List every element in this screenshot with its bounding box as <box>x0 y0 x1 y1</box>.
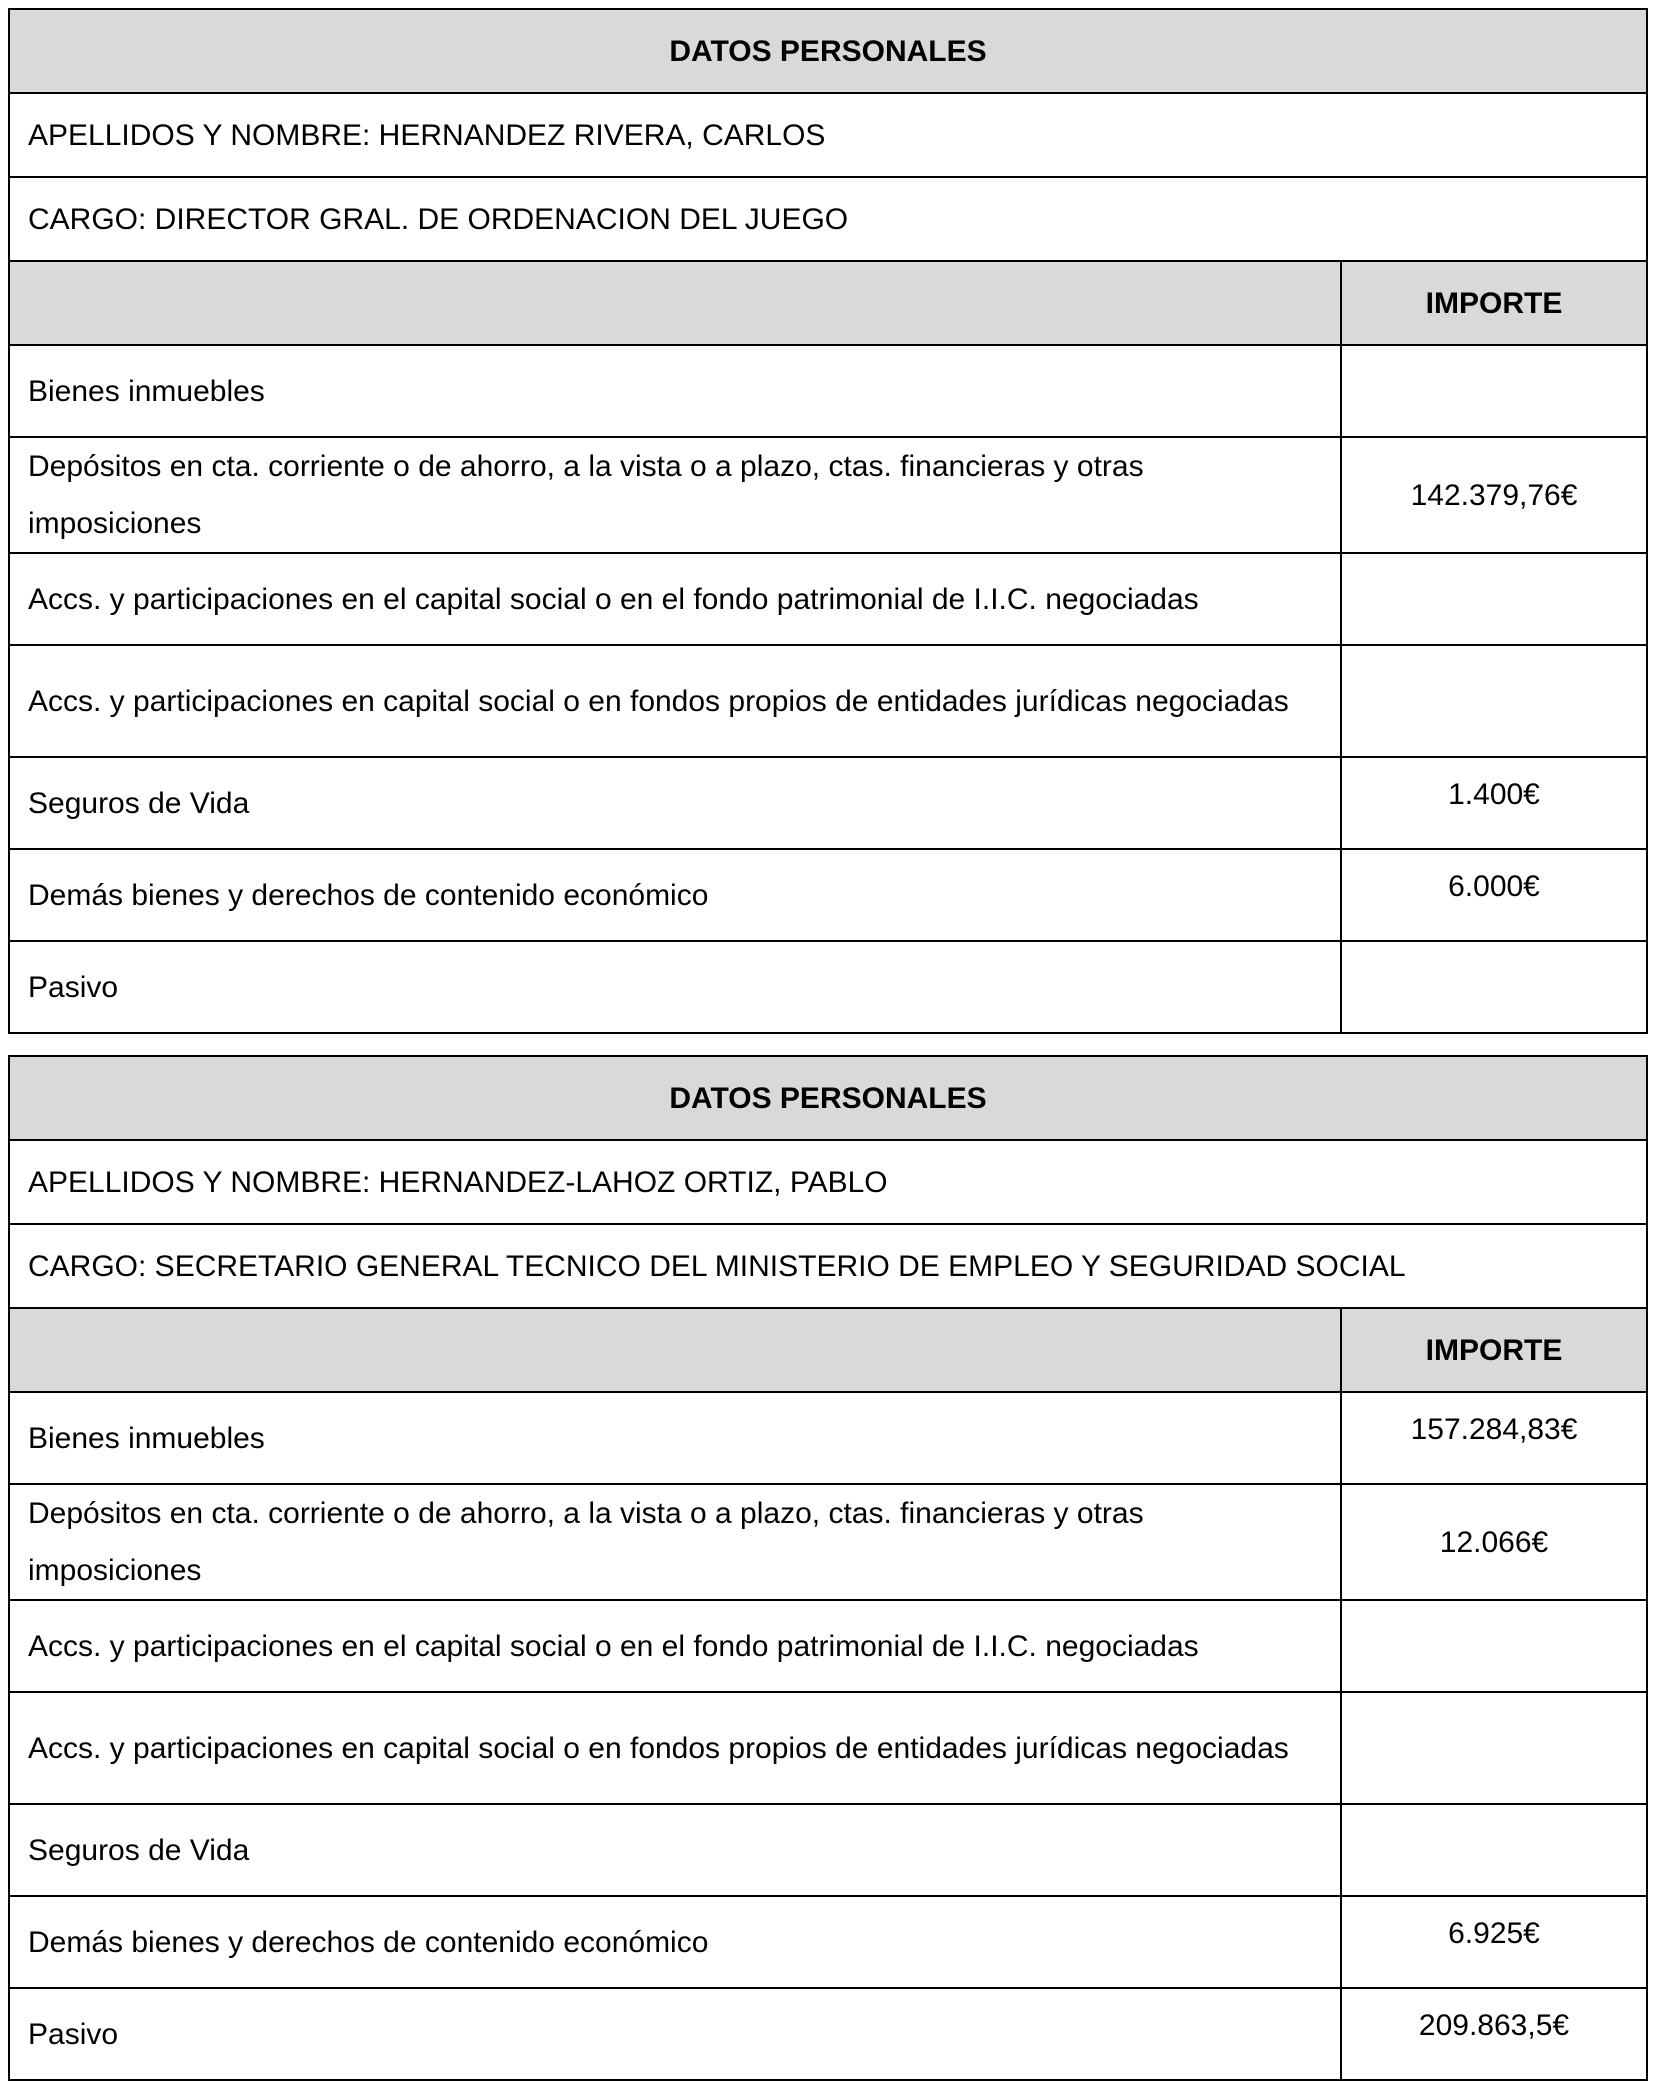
table-row <box>9 757 1647 849</box>
position-line: CARGO: DIRECTOR GRAL. DE ORDENACION DEL JUEGO <box>9 177 1647 261</box>
row-label: Demás bienes y derechos de contenido económico <box>9 1896 1341 1988</box>
position-line: CARGO: SECRETARIO GENERAL TECNICO DEL MINISTERIO DE EMPLEO Y SEGURIDAD SOCIAL <box>9 1224 1647 1308</box>
row-label: Accs. y participaciones en el capital social o en el fondo patrimonial de I.I.C. negociadas <box>9 1600 1341 1692</box>
row-amount <box>1341 1600 1647 1692</box>
name-line: APELLIDOS Y NOMBRE: HERNANDEZ RIVERA, CARLOS <box>9 93 1647 177</box>
row-label: Accs. y participaciones en capital social o en fondos propios de entidades jurídicas negociadas <box>9 1692 1341 1804</box>
row-amount: 209.863,5€ <box>1341 1988 1647 2080</box>
table-row <box>9 437 1647 553</box>
table-row <box>9 849 1647 941</box>
row-amount: 12.066€ <box>1341 1484 1647 1600</box>
row-label: Depósitos en cta. corriente o de ahorro, a la vista o a plazo, ctas. financieras y otras imposiciones <box>9 1484 1341 1600</box>
row-label: Seguros de Vida <box>9 1804 1341 1896</box>
label-column-header <box>9 261 1341 345</box>
row-label: Seguros de Vida <box>9 757 1341 849</box>
table-row <box>9 1896 1647 1988</box>
table-row <box>9 345 1647 437</box>
row-label: Bienes inmuebles <box>9 1392 1341 1484</box>
row-amount: 157.284,83€ <box>1341 1392 1647 1484</box>
section-header: DATOS PERSONALES <box>9 9 1647 93</box>
row-amount: 6.925€ <box>1341 1896 1647 1988</box>
table-row <box>9 1692 1647 1804</box>
row-amount <box>1341 1692 1647 1804</box>
amount-column-header: IMPORTE <box>1341 1308 1647 1392</box>
row-amount <box>1341 1804 1647 1896</box>
row-label: Pasivo <box>9 1988 1341 2080</box>
row-label: Pasivo <box>9 941 1341 1033</box>
row-amount <box>1341 941 1647 1033</box>
row-label: Bienes inmuebles <box>9 345 1341 437</box>
amount-column-header: IMPORTE <box>1341 261 1647 345</box>
table-row <box>9 1484 1647 1600</box>
name-line: APELLIDOS Y NOMBRE: HERNANDEZ-LAHOZ ORTIZ, PABLO <box>9 1140 1647 1224</box>
row-amount <box>1341 553 1647 645</box>
row-label: Accs. y participaciones en capital social o en fondos propios de entidades jurídicas negociadas <box>9 645 1341 757</box>
section-header: DATOS PERSONALES <box>9 1056 1647 1140</box>
label-column-header <box>9 1308 1341 1392</box>
table-row <box>9 941 1647 1033</box>
table-row <box>9 1988 1647 2080</box>
row-label: Demás bienes y derechos de contenido económico <box>9 849 1341 941</box>
declaration-table-1 <box>8 8 1648 1034</box>
row-label: Accs. y participaciones en el capital social o en el fondo patrimonial de I.I.C. negociadas <box>9 553 1341 645</box>
table-row <box>9 1600 1647 1692</box>
table-row <box>9 1392 1647 1484</box>
table-row <box>9 553 1647 645</box>
row-amount: 6.000€ <box>1341 849 1647 941</box>
table-row <box>9 1804 1647 1896</box>
row-amount <box>1341 345 1647 437</box>
table-row <box>9 645 1647 757</box>
row-label: Depósitos en cta. corriente o de ahorro, a la vista o a plazo, ctas. financieras y otras imposiciones <box>9 437 1341 553</box>
declaration-table-2 <box>8 1055 1648 2081</box>
row-amount: 142.379,76€ <box>1341 437 1647 553</box>
row-amount <box>1341 645 1647 757</box>
row-amount: 1.400€ <box>1341 757 1647 849</box>
